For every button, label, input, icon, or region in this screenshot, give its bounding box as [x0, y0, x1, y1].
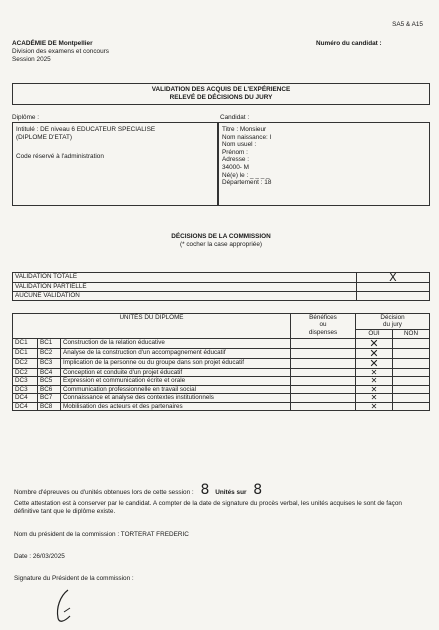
validation-row: [13, 273, 430, 283]
validation-row: [13, 292, 430, 301]
unit-label: Analyse de la construction d'un accompagnement éducatif: [61, 349, 291, 359]
bc-code: BC1: [38, 339, 61, 349]
diploma-label: Diplôme :: [12, 114, 39, 121]
title-line-2: RELEVÉ DE DÉCISIONS DU JURY: [169, 93, 273, 101]
oui-cell: [356, 394, 393, 402]
oui-header: OUI: [356, 330, 393, 339]
table-row: [13, 385, 430, 393]
bc-code: BC8: [38, 402, 61, 410]
validation-check-cell: [356, 273, 429, 283]
title-line-1: VALIDATION DES ACQUIS DE L'EXPÉRIENCE: [151, 86, 291, 93]
decision-header-1: Décision: [380, 314, 405, 321]
signature-date: Date : 26/03/2025: [14, 553, 65, 560]
non-header: NON: [393, 330, 430, 339]
non-cell: [393, 402, 430, 410]
units-count-label: Nombre d'épreuves ou d'unités obtenues lors de cette session :: [14, 489, 194, 496]
table-row: [13, 402, 430, 410]
benefices-cell: [291, 385, 356, 393]
commission-note: (* cocher la case appropriée): [179, 241, 263, 248]
check-mark-icon: ✕: [369, 347, 379, 360]
president-name: Nom du président de la commission : TORTERAT FREDERIC: [14, 531, 189, 538]
benefices-header-2: ou: [319, 321, 327, 329]
diploma-box: [12, 122, 218, 206]
check-mark-icon: X: [389, 271, 397, 284]
candidate-number-label: Numéro du candidat :: [316, 40, 382, 47]
dc-code: DC3: [13, 377, 38, 385]
benefices-cell: [291, 349, 356, 359]
table-row: [13, 349, 430, 359]
decision-header: [356, 314, 430, 330]
units-header-row: [13, 314, 430, 330]
units-sur-label: Unités sur: [215, 489, 247, 496]
dc-code: DC1: [13, 349, 38, 359]
non-cell: [393, 369, 430, 377]
benefices-cell: [291, 402, 356, 410]
dc-code: DC4: [13, 394, 38, 402]
candidate-nom-naissance: Nom naissance: I: [222, 133, 272, 141]
commission-title: DÉCISIONS DE LA COMMISSION: [171, 233, 271, 240]
table-row: [13, 377, 430, 385]
benefices-header: [291, 314, 356, 339]
decision-header-2: du jury: [383, 321, 402, 329]
division-name: Division des examens et concours: [12, 48, 109, 55]
dc-code: DC3: [13, 385, 38, 393]
dc-code: DC2: [13, 359, 38, 369]
validation-label: AUCUNE VALIDATION: [13, 292, 357, 301]
units-count-value: 8: [200, 482, 210, 498]
non-cell: [393, 339, 430, 349]
benefices-cell: [291, 394, 356, 402]
academie-name: ACADÉMIE DE Montpellier: [12, 40, 93, 47]
non-cell: [393, 394, 430, 402]
units-header: UNITÉS DU DIPLÔME: [13, 314, 291, 339]
non-cell: [393, 385, 430, 393]
check-mark-icon: ✕: [369, 337, 379, 350]
validation-check-cell: [356, 292, 429, 301]
benefices-cell: [291, 339, 356, 349]
bc-code: BC4: [38, 369, 61, 377]
candidate-label: Candidat :: [220, 114, 250, 121]
diploma-intitule: Intitulé : DE niveau 6 EDUCATEUR SPECIALISE: [16, 126, 156, 133]
attestation-text: Cette attestation est à conserver par le candidat. A compter de la date de signature du procès verbal, les unités acquises le sont de façon définitive tant que le diplôme existe.: [14, 500, 402, 515]
validation-label: VALIDATION TOTALE: [13, 273, 357, 283]
check-mark-icon: ✕: [370, 401, 378, 411]
check-mark-icon: ✕: [370, 368, 378, 377]
non-cell: [393, 359, 430, 369]
units-count-line: [14, 483, 424, 497]
units-total-value: 8: [253, 482, 263, 498]
oui-cell: [356, 402, 393, 410]
table-row: [13, 394, 430, 402]
benefices-header-1: Bénéfices: [309, 314, 337, 321]
candidate-titre: Titre : Monsieur: [222, 126, 267, 133]
validation-row: [13, 283, 430, 292]
bc-code: BC5: [38, 377, 61, 385]
session-year: Session 2025: [12, 56, 51, 63]
units-table: [12, 313, 430, 411]
table-row: [13, 369, 430, 377]
bc-code: BC3: [38, 359, 61, 369]
handwritten-signature: [50, 586, 90, 626]
table-row: [13, 359, 430, 369]
candidate-box: [218, 122, 430, 206]
table-row: [13, 339, 430, 349]
document-reference: SA5 & A15: [392, 21, 423, 28]
bc-code: BC6: [38, 385, 61, 393]
candidate-departement: Département : 18: [222, 179, 272, 187]
candidate-birthdate: Né(e) le : _ _ _ _: [222, 171, 270, 179]
non-cell: [393, 377, 430, 385]
check-mark-icon: ✕: [369, 357, 379, 370]
check-mark-icon: ✕: [370, 376, 378, 386]
dc-code: DC1: [13, 339, 38, 349]
candidate-ville: 34000- M: [222, 163, 249, 171]
bc-code: BC7: [38, 394, 61, 402]
benefices-cell: [291, 359, 356, 369]
oui-cell: [356, 359, 393, 369]
candidate-adresse: Adresse :: [222, 156, 249, 164]
validation-label: VALIDATION PARTIELLE: [13, 283, 357, 292]
validation-table: [12, 272, 430, 301]
non-cell: [393, 349, 430, 359]
unit-label: Connaissance et analyse des contextes institutionnels: [61, 394, 291, 402]
unit-label: Implication de la personne ou du groupe dans son projet éducatif: [61, 359, 291, 369]
signature-label: Signature du Président de la commission :: [14, 575, 134, 582]
unit-label: Conception et conduite d'un projet éducatif: [61, 369, 291, 377]
candidate-prenom: Prénom :: [222, 148, 248, 156]
diploma-subtitle: (DIPLOME D'ETAT): [16, 133, 73, 141]
unit-label: Communication professionnelle en travail social: [61, 385, 291, 393]
dc-code: DC2: [13, 369, 38, 377]
benefices-cell: [291, 369, 356, 377]
title-box: [12, 83, 430, 105]
unit-label: Mobilisation des acteurs et des partenaires: [61, 402, 291, 410]
bc-code: BC2: [38, 349, 61, 359]
benefices-header-3: dispenses: [308, 328, 338, 336]
benefices-cell: [291, 377, 356, 385]
check-mark-icon: ✕: [370, 384, 378, 394]
unit-label: Expression et communication écrite et orale: [61, 377, 291, 385]
unit-label: Construction de la relation éducative: [61, 339, 291, 349]
candidate-nom-usuel: Nom usuel :: [222, 141, 257, 149]
check-mark-icon: ✕: [370, 393, 378, 403]
diploma-code: Code réservé à l'administration: [16, 153, 104, 161]
dc-code: DC4: [13, 402, 38, 410]
